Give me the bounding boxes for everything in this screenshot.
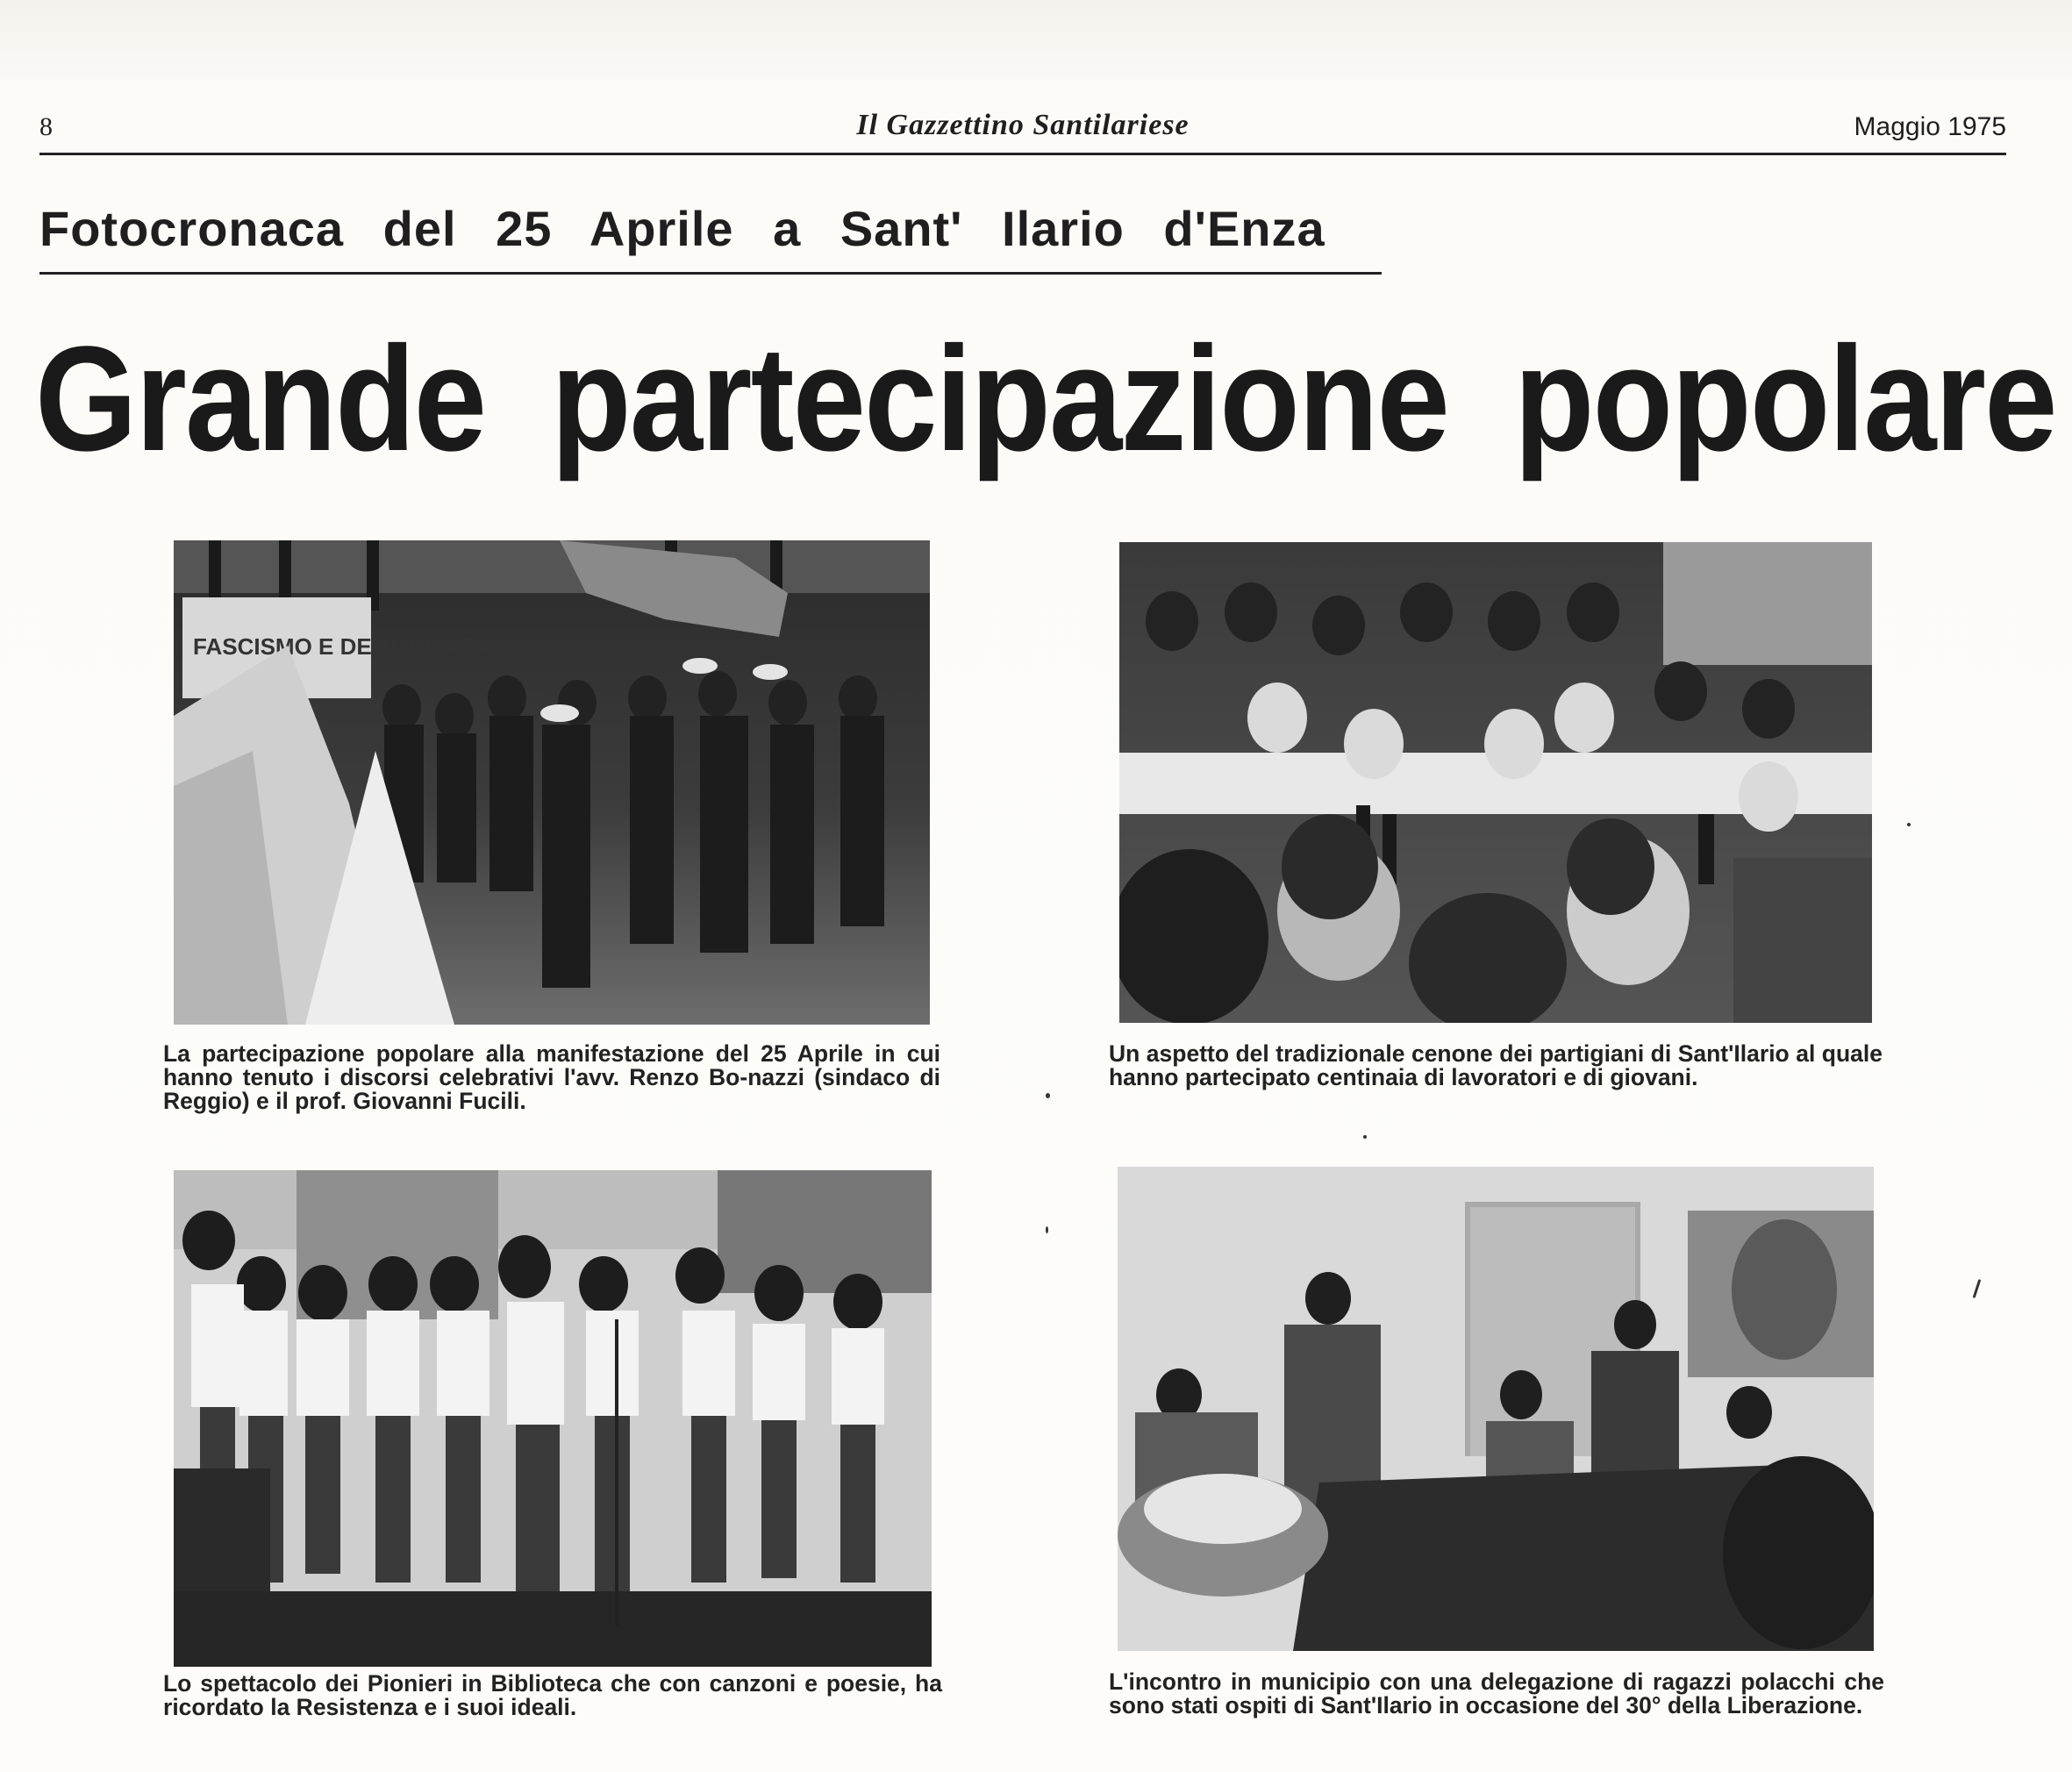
scan-speck <box>1363 1135 1367 1139</box>
photo-parade <box>174 540 930 1025</box>
scan-speck <box>1046 1093 1050 1098</box>
caption-pioneers: Lo spettacolo dei Pionieri in Biblioteca che con canzoni e poesie, ha ricordato la Resistenza e i suoi ideali. <box>163 1670 942 1720</box>
page-number: 8 <box>39 112 53 141</box>
header-rule <box>39 153 2006 155</box>
section-subtitle: Fotocronaca del 25 Aprile a Sant' Ilario d'Enza <box>39 201 1325 256</box>
scan-speck <box>1907 823 1911 826</box>
townhall-illustration <box>1118 1167 1874 1651</box>
page-header <box>39 104 2006 156</box>
banner-text: FASCISMO E DEMOCRAZIA <box>193 633 495 660</box>
masthead: Il Gazzettino Santilariese <box>856 109 1190 141</box>
issue-date: Maggio 1975 <box>1854 112 2006 141</box>
dinner-illustration <box>1119 542 1872 1023</box>
parade-illustration <box>174 540 930 1025</box>
pioneers-illustration <box>174 1170 932 1667</box>
photo-dinner <box>1119 542 1872 1023</box>
caption-townhall: L'incontro in municipio con una delegazione di ragazzi polacchi che sono stati ospiti di Sant'Ilario in occasione del 30° della Liberazione. <box>1109 1668 1884 1718</box>
photo-townhall <box>1118 1167 1874 1651</box>
scan-speck <box>1973 1279 1982 1298</box>
scan-speck <box>1046 1226 1048 1233</box>
caption-dinner: Un aspetto del tradizionale cenone dei partigiani di Sant'Ilario al quale hanno partecipato centinaia di lavoratori e di giovani. <box>1109 1040 1883 1090</box>
photo-pioneers <box>174 1170 932 1667</box>
headline: Grande partecipazione popolare <box>35 316 2056 482</box>
subtitle-rule <box>39 272 1382 275</box>
caption-parade: La partecipazione popolare alla manifestazione del 25 Aprile in cui hanno tenuto i discorsi celebrativi l'avv. Renzo Bo-nazzi (sindaco di Reggio) e il prof. Giovanni Fucili. <box>163 1040 940 1114</box>
